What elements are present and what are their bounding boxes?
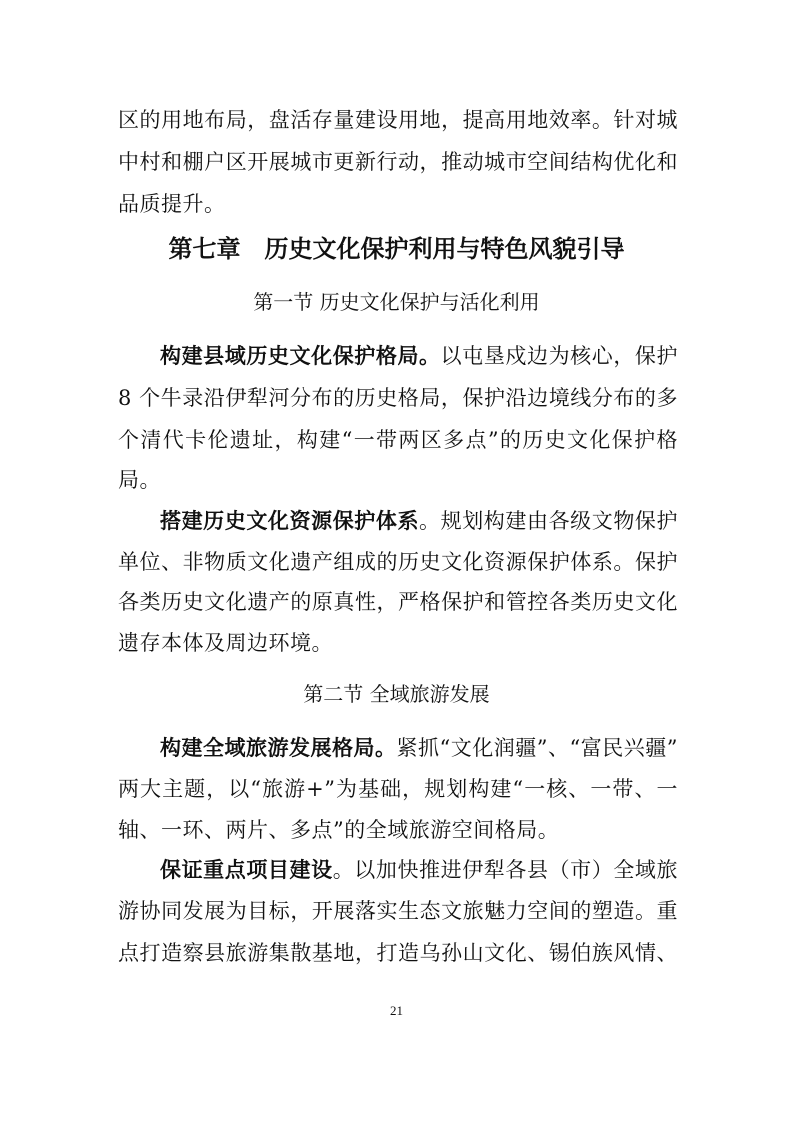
paragraph-line: 各类历史文化遗产的原真性，严格保护和管控各类历史文化: [118, 590, 678, 614]
paragraph-line: 单位、非物质文化遗产组成的历史文化资源保护体系。保护: [118, 550, 678, 574]
paragraph-line: 个清代卡伦遗址，构建“一带两区多点”的历史文化保护格: [118, 428, 678, 452]
paragraph-lead: 构建县域历史文化保护格局。: [160, 344, 441, 368]
paragraph-line: 区的用地布局，盘活存量建设用地，提高用地效率。针对城: [118, 108, 678, 132]
paragraph-line: 遗存本体及周边环境。: [118, 631, 333, 655]
paragraph-first-line: [160, 508, 678, 534]
paragraph-first-line: [160, 735, 678, 761]
paragraph-line: 品质提升。: [118, 192, 226, 216]
paragraph-text: 。规划构建由各级文物保护: [419, 509, 679, 533]
chapter-title: 第七章 历史文化保护利用与特色风貌引导: [168, 235, 625, 263]
paragraph-lead: 保证重点项目建设: [160, 858, 333, 882]
paragraph-line: 点打造察县旅游集散基地，打造乌孙山文化、锡伯族风情、: [118, 941, 678, 965]
paragraph-line: 中村和棚户区开展城市更新行动，推动城市空间结构优化和: [118, 150, 678, 174]
paragraph-text: 以屯垦戍边为核心，保护: [440, 344, 679, 368]
paragraph-text: 紧抓“文化润疆”、“富民兴疆”: [396, 736, 678, 760]
section-title: 第二节 全域旅游发展: [303, 682, 490, 706]
paragraph-line: 游协同发展为目标，开展落实生态文旅魅力空间的塑造。重: [118, 899, 678, 923]
paragraph-line: 轴、一环、两片、多点”的全域旅游空间格局。: [118, 818, 560, 842]
paragraph-lead: 构建全域旅游发展格局。: [160, 736, 397, 760]
paragraph-lead: 搭建历史文化资源保护体系: [160, 509, 420, 533]
paragraph-line: 8 个牛录沿伊犁河分布的历史格局，保护沿边境线分布的多: [118, 386, 678, 410]
paragraph-line: 两大主题，以“旅游+”为基础，规划构建“一核、一带、一: [118, 777, 678, 801]
page-number: 21: [390, 1003, 403, 1018]
paragraph-text: 。以加快推进伊犁各县（市）全域旅: [332, 858, 679, 882]
paragraph-first-line: [160, 857, 678, 883]
paragraph-first-line: [160, 343, 678, 369]
paragraph-line: 局。: [118, 468, 161, 492]
section-title: 第一节 历史文化保护与活化利用: [253, 290, 540, 314]
